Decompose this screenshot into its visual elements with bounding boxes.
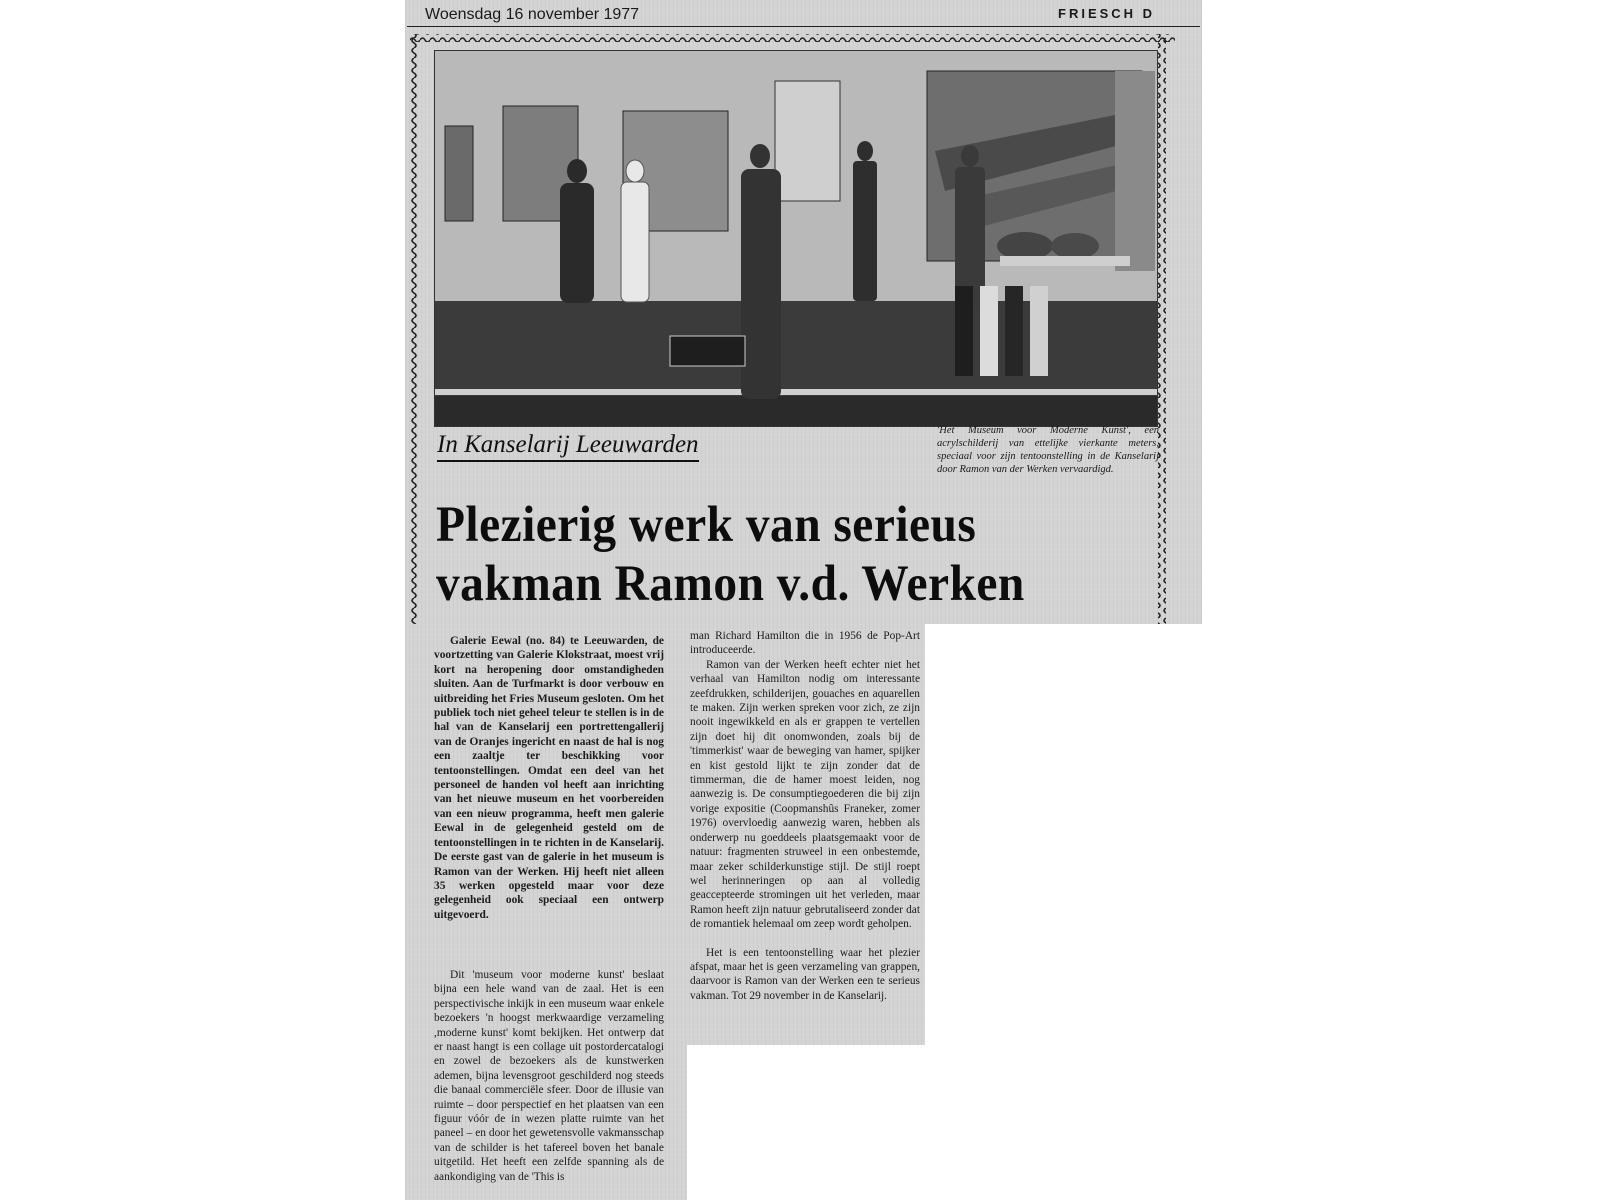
- header-rule: [407, 26, 1200, 27]
- intro-paragraph: Galerie Eewal (no. 84) te Leeuwarden, de voortzetting van Galerie Klokstraat, moest vrij kort na heropening door omstandigheden sluiten. Aan de Turfmarkt is door verbouw en uitbreiding het Fries Museum gesloten. Om het publiek toch niet geheel teleur te stellen is in de hal van de Kanselarij een portrettengallerij van de Oranjes ingericht en naast de hal is nog een zaaltje ter beschikking voor tentoonstellingen. Omdat een deel van het personeel de handen vol heeft aan inrichting van het nieuwe museum en het voorbereiden van een nieuw programma, heeft men galerie Eewal in de gelegenheid gesteld om de tentoonstellingen in te richten in de Kanselarij. De eerste gast van de galerie in het museum is Ramon van der Werken. Hij heeft niet alleen 35 werken opgesteld maar voor deze gelegenheid ook speciaal een ontwerp uitgevoerd.: [434, 635, 664, 921]
- exhibition-photo: [434, 50, 1158, 427]
- body-paragraph-2: man Richard Hamilton die in 1956 de Pop-Art introduceerde.: [690, 630, 920, 657]
- newspaper-name: FRIESCH D: [1058, 6, 1156, 21]
- article-headline: Plezierig werk van serieus vakman Ramon v.d. Werken: [436, 497, 1025, 612]
- column-1-intro: [434, 634, 664, 922]
- column-1-body: [434, 968, 664, 1184]
- issue-date: Woensdag 16 november 1977: [425, 6, 640, 23]
- column-2: [690, 629, 920, 1003]
- body-paragraph-1: Dit 'museum voor moderne kunst' beslaat bijna een hele wand van de zaal. Het is een perspectivische inkijk in een museum waar enkele bezoekers 'n hoogst merkwaardige verzameling ,moderne kunst' komt bekijken. Het ontwerp dat er naast hangt is een collage uit postordercatalogi en zowel de bezoekers als de kunstwerken ademen, bijna levensgroot geschilderd nog steeds die banaal commerciële sfeer. Door de illusie van ruimte – door perspectief en het plaatsen van een figuur vóór de in wezen platte ruimte van het paneel – en door het gewetensvolle vakmansschap van de schilder is het tafereel boven het banale uitgetild. Het heeft een zelfde spanning als de aankondiging van de 'This is: [434, 969, 664, 1183]
- photo-caption: 'Het Museum voor Moderne Kunst', een acrylschilderij van ettelijke vierkante meters, speciaal voor zijn tentoonstelling in de Kanselarij door Ramon van der Werken vervaardigd.: [937, 425, 1159, 475]
- torn-away-area-lower: [687, 1045, 925, 1200]
- painting-illustration: [435, 51, 1157, 426]
- torn-away-area: [925, 624, 1202, 1200]
- body-paragraph-3: Ramon van der Werken heeft echter niet het verhaal van Hamilton nodig om interessante zeefdrukken, schilderijen, gouaches en aquarellen te maken. Zijn werken spreken voor zich, ze zijn nooit ingewikkeld en als er grappen te vertellen zijn doet hij dit onomwonden, zoals bij de 'timmerkist' waar de beweging van hamer, spijker en kist gestold lijkt te zijn zonder dat de timmerman, die de hamer moest leiden, nog aanwezig is. De consumptiegoederen die bij zijn vorige expositie (Coopmanshûs Franeker, zomer 1976) overvloedig aanwezig waren, hebben als onderwerp nu goeddeels plaatsgemaakt voor de natuur: fragmenten struweel in een onbestemde, maar zeker schilderkunstige stijl. De stijl roept wel herinneringen op aan al volledig geaccepteerde stromingen uit het verleden, maar Ramon heeft zijn natuur gebrutaliseerd zonder dat de romantiek helemaal om zeep wordt geholpen.: [690, 658, 920, 931]
- body-paragraph-4: Het is een tentoonstelling waar het plezier afspat, maar het is geen verzameling van grappen, daarvoor is Ramon van der Werken een te serieus vakman. Tot 29 november in de Kanselarij.: [690, 946, 920, 1002]
- article-kicker: In Kanselarij Leeuwarden: [437, 431, 699, 462]
